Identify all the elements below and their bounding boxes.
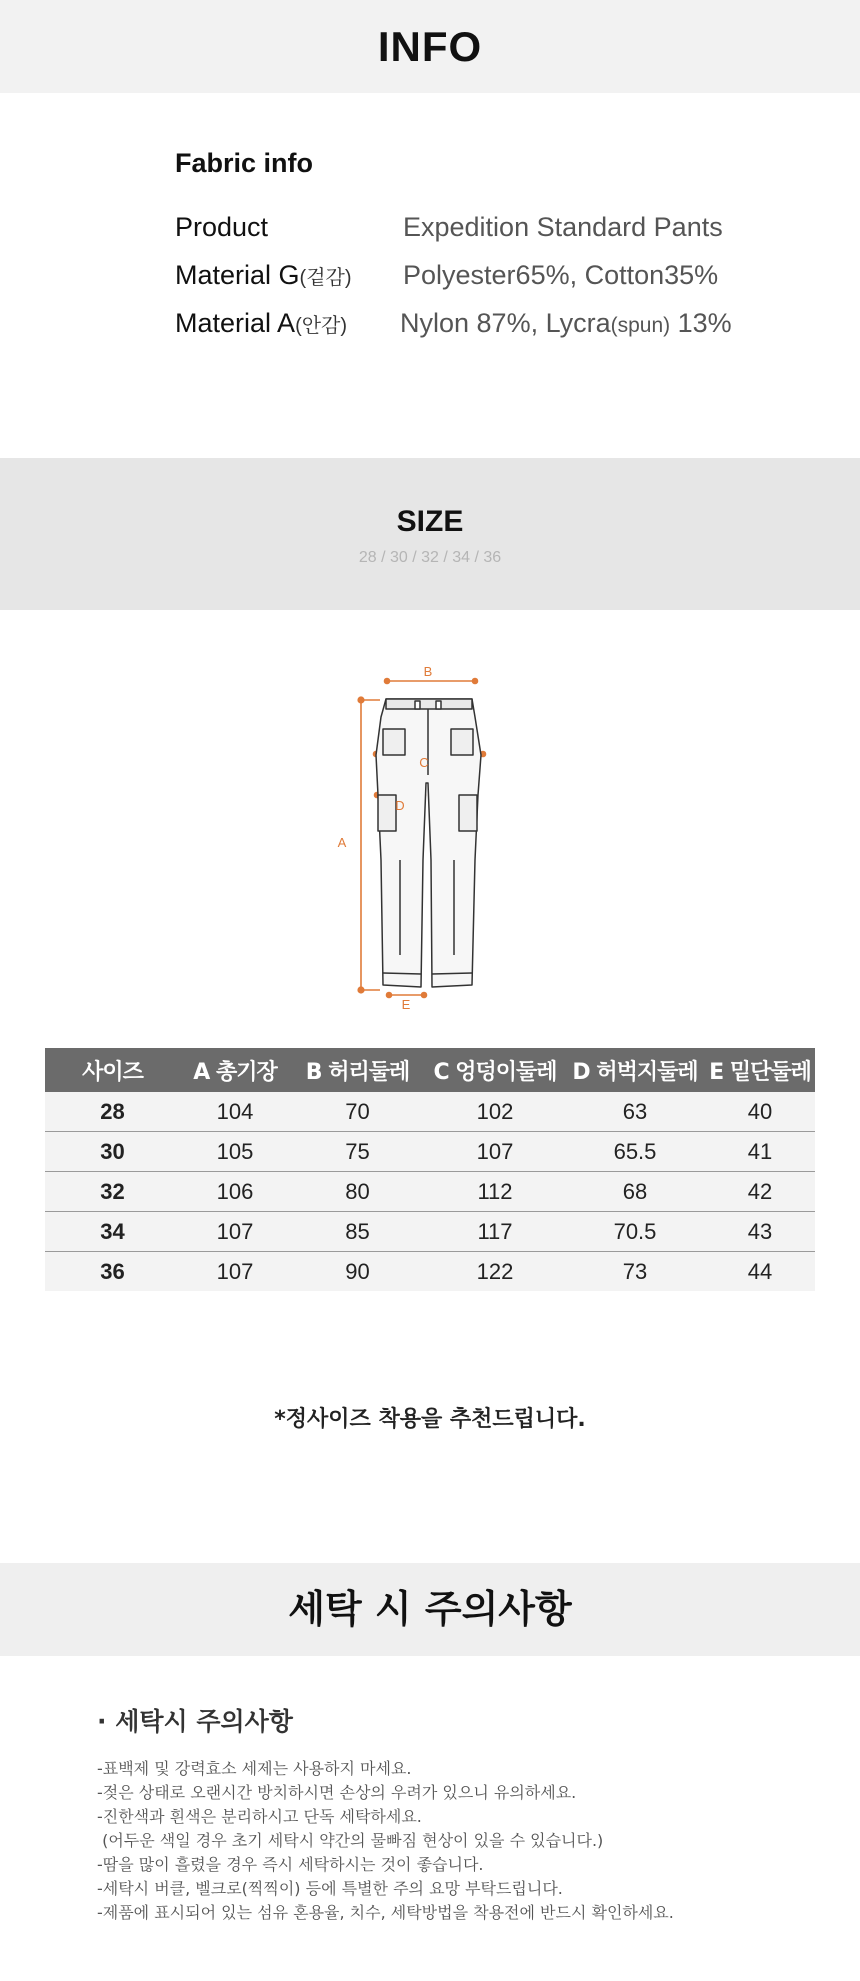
table-row bbox=[45, 1252, 815, 1292]
material-g-label bbox=[175, 260, 352, 291]
material-g-label-note: (겉감) bbox=[299, 267, 352, 289]
wash-note: -제품에 표시되어 있는 섬유 혼용율, 치수, 세탁방법을 착용전에 반드시 확인하세요. bbox=[97, 1903, 674, 1922]
material-a-label bbox=[175, 308, 347, 339]
table-cell: 122 bbox=[425, 1252, 565, 1292]
diagram-label-d: D bbox=[395, 798, 405, 813]
fabric-info-heading: Fabric info bbox=[175, 148, 314, 178]
table-cell: 44 bbox=[705, 1252, 815, 1292]
product-label bbox=[175, 212, 268, 243]
diagram-label-e: E bbox=[401, 997, 411, 1012]
wash-notes-list bbox=[97, 1757, 674, 1925]
size-list: 28 / 30 / 32 / 34 / 36 bbox=[358, 549, 502, 566]
wash-note: -세탁시 버클, 벨크로(찍찍이) 등에 특별한 주의 요망 부탁드립니다. bbox=[97, 1879, 563, 1898]
wash-title: 세탁 시 주의사항 bbox=[288, 1587, 572, 1631]
wash-subtitle: · 세탁시 주의사항 bbox=[97, 1707, 293, 1736]
table-cell: 104 bbox=[180, 1092, 290, 1132]
table-cell-size: 30 bbox=[45, 1132, 180, 1172]
material-a-label-text: Material A bbox=[175, 308, 296, 338]
product-value bbox=[403, 212, 723, 243]
table-cell: 107 bbox=[425, 1132, 565, 1172]
table-cell: 75 bbox=[290, 1132, 425, 1172]
diagram-label-b: B bbox=[423, 664, 433, 679]
header-hem: E 밑단둘레 bbox=[705, 1048, 815, 1092]
material-g-label-text: Material G bbox=[175, 260, 300, 290]
wash-note: -표백제 및 강력효소 세제는 사용하지 마세요. bbox=[97, 1759, 412, 1778]
size-title: SIZE bbox=[396, 505, 464, 538]
table-cell: 105 bbox=[180, 1132, 290, 1172]
table-cell: 112 bbox=[425, 1172, 565, 1212]
material-a-value-text: Nylon 87%, Lycra bbox=[400, 308, 611, 338]
table-cell: 42 bbox=[705, 1172, 815, 1212]
table-cell: 85 bbox=[290, 1212, 425, 1252]
table-row bbox=[45, 1132, 815, 1172]
table-cell-size: 34 bbox=[45, 1212, 180, 1252]
material-g-value bbox=[403, 260, 718, 291]
diagram-label-a: A bbox=[337, 835, 347, 850]
material-a-value-tail: 13% bbox=[670, 308, 732, 338]
table-cell: 70 bbox=[290, 1092, 425, 1132]
header-total-length: A 총기장 bbox=[180, 1048, 290, 1092]
table-row bbox=[45, 1172, 815, 1212]
table-cell: 117 bbox=[425, 1212, 565, 1252]
table-cell-size: 36 bbox=[45, 1252, 180, 1292]
table-row bbox=[45, 1212, 815, 1252]
table-cell: 70.5 bbox=[565, 1212, 705, 1252]
pants-measurement-diagram bbox=[320, 655, 540, 1015]
table-cell: 63 bbox=[565, 1092, 705, 1132]
table-cell-size: 28 bbox=[45, 1092, 180, 1132]
table-cell: 107 bbox=[180, 1252, 290, 1292]
table-cell: 102 bbox=[425, 1092, 565, 1132]
product-label-text: Product bbox=[175, 212, 269, 242]
size-recommendation: *정사이즈 착용을 추천드립니다. bbox=[274, 1407, 586, 1432]
pants-drawing bbox=[376, 699, 481, 987]
table-cell: 65.5 bbox=[565, 1132, 705, 1172]
table-cell-size: 32 bbox=[45, 1172, 180, 1212]
table-cell: 40 bbox=[705, 1092, 815, 1132]
wash-note: -진한색과 흰색은 분리하시고 단독 세탁하세요. bbox=[97, 1807, 422, 1826]
table-cell: 107 bbox=[180, 1212, 290, 1252]
material-a-value-note: (spun) bbox=[610, 314, 671, 337]
size-table-header-row bbox=[45, 1048, 815, 1092]
table-cell: 90 bbox=[290, 1252, 425, 1292]
wash-note: -땀을 많이 흘렸을 경우 즉시 세탁하시는 것이 좋습니다. bbox=[97, 1855, 484, 1874]
header-waist: B 허리둘레 bbox=[290, 1048, 425, 1092]
table-cell: 73 bbox=[565, 1252, 705, 1292]
material-a-value bbox=[400, 308, 732, 339]
wash-note: (어두운 색일 경우 초기 세탁시 약간의 물빠짐 현상이 있을 수 있습니다.) bbox=[97, 1831, 604, 1850]
table-cell: 80 bbox=[290, 1172, 425, 1212]
table-cell: 68 bbox=[565, 1172, 705, 1212]
table-cell: 43 bbox=[705, 1212, 815, 1252]
info-title: INFO bbox=[377, 23, 483, 70]
size-table bbox=[45, 1048, 815, 1291]
wash-note: -젖은 상태로 오랜시간 방치하시면 손상의 우려가 있으니 유의하세요. bbox=[97, 1783, 577, 1802]
product-value-text: Expedition Standard Pants bbox=[403, 212, 723, 242]
table-cell: 106 bbox=[180, 1172, 290, 1212]
header-hip: C 엉덩이둘레 bbox=[425, 1048, 565, 1092]
table-row bbox=[45, 1092, 815, 1132]
table-cell: 41 bbox=[705, 1132, 815, 1172]
header-size: 사이즈 bbox=[45, 1048, 180, 1092]
material-g-value-text: Polyester65%, Cotton35% bbox=[403, 260, 719, 290]
header-thigh: D 허벅지둘레 bbox=[565, 1048, 705, 1092]
diagram-label-c: C bbox=[419, 755, 429, 770]
material-a-label-note: (안감) bbox=[295, 315, 348, 337]
